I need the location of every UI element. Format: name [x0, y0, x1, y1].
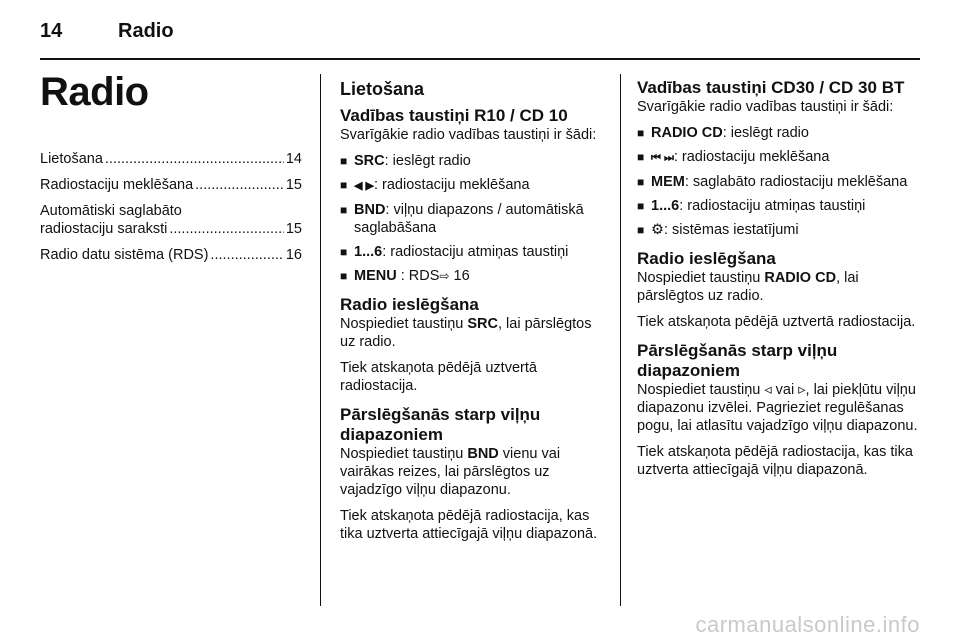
toc-entry[interactable]: Automātiski saglabāto radiostaciju saraksti ..... 15 — [40, 202, 302, 238]
heading-band-switch: Pārslēgšanās starp viļņu diapazoniem — [637, 341, 838, 380]
watermark: carmanualsonline.info — [695, 612, 920, 637]
list-item: ■ RADIO CD: ieslēgt radio — [637, 125, 809, 141]
list-item: ■ MENU : RDS⇨ 16 — [340, 268, 470, 284]
page-header — [40, 12, 920, 48]
heading-controls-r10: Vadības taustiņi R10 / CD 10 — [340, 106, 568, 125]
list-item: ■ MEM: saglabāto radiostaciju meklēšana — [637, 174, 908, 190]
list-item: ■ 1...6: radiostaciju atmiņas taustiņi — [340, 244, 569, 260]
header-rule — [40, 58, 920, 60]
heading-radio-on: Radio ieslēgšana — [637, 249, 776, 268]
list-item: ■ 1...6: radiostaciju atmiņas taustiņi — [637, 198, 866, 214]
page-title: Radio — [40, 70, 149, 114]
page-ref[interactable]: 16 — [453, 268, 470, 284]
toc-entry[interactable]: Lietošana ..... 14 — [40, 150, 302, 168]
table-of-contents — [40, 150, 302, 272]
controls-intro: Svarīgākie radio vadības taustiņi ir šādi: — [637, 99, 894, 115]
column-divider-1 — [320, 74, 321, 606]
chapter-title: Radio — [118, 20, 174, 42]
list-item: ■ ⚙: sistēmas iestatījumi — [637, 222, 799, 238]
heading-band-switch: Pārslēgšanās starp viļņu diapazoniem — [340, 405, 541, 444]
toc-entry[interactable]: Radiostaciju meklēšana ..... 15 — [40, 176, 302, 194]
section-title: Lietošana — [340, 79, 425, 99]
skip-track-icon: ⏮ ⏭ — [651, 152, 674, 164]
list-item: ■ BND: viļņu diapazons / automātiskā saglabāšana — [340, 202, 584, 236]
column-divider-2 — [620, 74, 621, 606]
seek-arrows-icon: ◀ ▶ — [354, 180, 374, 192]
list-item: ■ SRC: ieslēgt radio — [340, 153, 471, 169]
controls-intro: Svarīgākie radio vadības taustiņi ir šādi: — [340, 127, 597, 143]
page-number: 14 — [40, 20, 63, 42]
column-cd30: Vadības taustiņi CD30 / CD 30 BT Svarīgākie radio vadības taustiņi ir šādi: ■ RADIO CD: ieslēgt radio ■ ⏮ ⏭: radiostaciju meklēšana ■ MEM: saglabāto radiostaciju meklēšana ■ 1...6: radiostaciju atmiņas taustiņi ■ ⚙: sistēmas iestatījumi Radio ieslēgšana Nospiediet taustiņu RADIO CD, lai pārslēgtos uz radio. Tiek atskaņota pēdējā uztvertā radiostacija. Pārslēgšanās starp viļņu diapazoniem Nospiediet taustiņu ◃ vai ▹, lai piekļūtu viļņu diapazonu izvēlei. Pagrieziet regulēšanas pogu, lai atlasītu vajadzīgo viļņu diapazonu. Tiek atskaņota pēdējā radiostacija, kas tika uztverta attiecīgajā viļņu diapazonā. — [637, 78, 922, 487]
column-lietosana: Lietošana Vadības taustiņi R10 / CD 10 Svarīgākie radio vadības taustiņi ir šādi: ■ SRC: ieslēgt radio ■ ◀ ▶: radiostaciju meklēšana ■ BND: viļņu diapazons / automātiskā saglabāšana ■ 1...6: radiostaciju atmiņas taustiņi ■ MENU : RDS⇨ 16 Radio ieslēgšana Nospiediet taustiņu SRC, lai pārslēgtos uz radio. Tiek atskaņota pēdējā uztvertā radiostacija. Pārslēgšanās starp viļņu diapazoniem Nospiediet taustiņu BND vienu vai vairākas reizes, lai pārslēgtos uz vajadzīgo viļņu diapazonu. Tiek atskaņota pēdējā radiostacija, kas tika uztverta attiecīgajā viļņu diapazonā. — [340, 78, 608, 551]
list-item: ■ ◀ ▶: radiostaciju meklēšana — [340, 177, 530, 193]
heading-radio-on: Radio ieslēgšana — [340, 295, 479, 314]
page-ref-arrow-icon: ⇨ — [439, 269, 450, 283]
toc-entry[interactable]: Radio datu sistēma (RDS) ..... 16 — [40, 246, 302, 264]
list-item: ■ ⏮ ⏭: radiostaciju meklēšana — [637, 149, 830, 165]
settings-icon: ⚙ — [651, 222, 664, 238]
heading-controls-cd30: Vadības taustiņi CD30 / CD 30 BT — [637, 78, 905, 97]
